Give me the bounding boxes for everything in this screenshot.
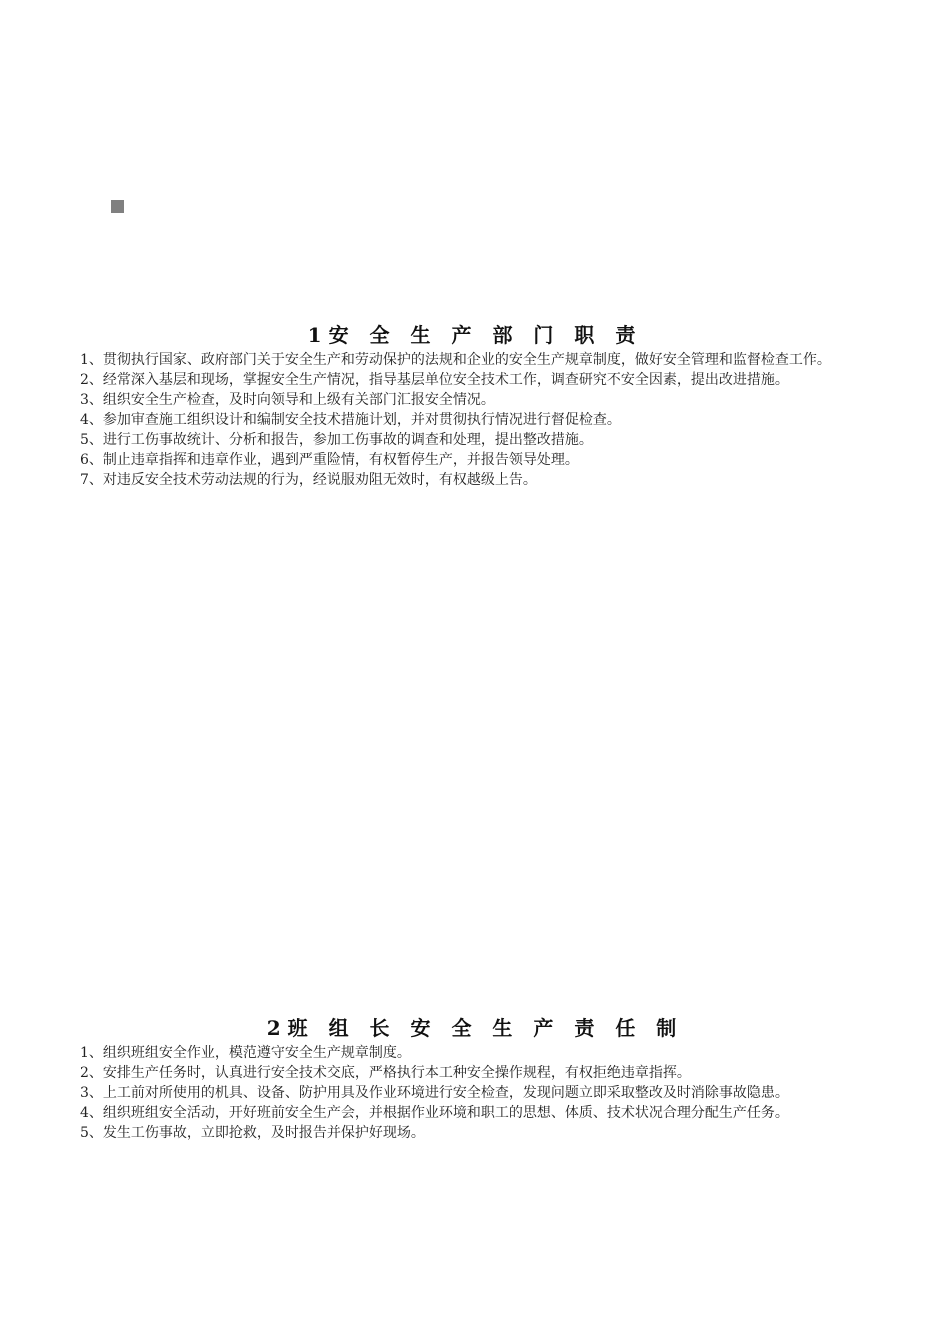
list-item: 6、制止违章指挥和违章作业，遇到严重险情，有权暂停生产，并报告领导处理。 <box>80 452 579 468</box>
list-item: 2、经常深入基层和现场，掌握安全生产情况，指导基层单位安全技术工作，调查研究不安全因素，提出改进措施。 <box>80 372 789 388</box>
list-item: 3、上工前对所使用的机具、设备、防护用具及作业环境进行安全检查，发现问题立即采取整改及时消除事故隐患。 <box>80 1085 789 1101</box>
section-title: 1安 全 生 产 部 门 职 责 <box>307 323 643 347</box>
section-title: 2班 组 长 安 全 生 产 责 任 制 <box>266 1016 684 1040</box>
list-item: 7、对违反安全技术劳动法规的行为，经说服劝阻无效时，有权越级上告。 <box>80 472 537 488</box>
list-item: 4、参加审查施工组织设计和编制安全技术措施计划，并对贯彻执行情况进行督促检查。 <box>80 412 621 428</box>
list-item: 1、贯彻执行国家、政府部门关于安全生产和劳动保护的法规和企业的安全生产规章制度，做好安全管理和监督检查工作。 <box>80 352 831 368</box>
square-bullet-icon <box>111 200 124 213</box>
section-department-duties <box>80 322 870 490</box>
list-item: 1、组织班组安全作业，模范遵守安全生产规章制度。 <box>80 1045 411 1061</box>
section-team-leader-responsibility <box>80 1015 870 1143</box>
list-item: 5、进行工伤事故统计、分析和报告，参加工伤事故的调查和处理，提出整改措施。 <box>80 432 593 448</box>
duty-list <box>80 1043 870 1143</box>
duty-list <box>80 350 870 490</box>
list-item: 5、发生工伤事故，立即抢救，及时报告并保护好现场。 <box>80 1125 425 1141</box>
list-item: 3、组织安全生产检查，及时向领导和上级有关部门汇报安全情况。 <box>80 392 495 408</box>
list-item: 4、组织班组安全活动，开好班前安全生产会，并根据作业环境和职工的思想、体质、技术状况合理分配生产任务。 <box>80 1105 789 1121</box>
list-item: 2、安排生产任务时，认真进行安全技术交底，严格执行本工种安全操作规程，有权拒绝违章指挥。 <box>80 1065 691 1081</box>
